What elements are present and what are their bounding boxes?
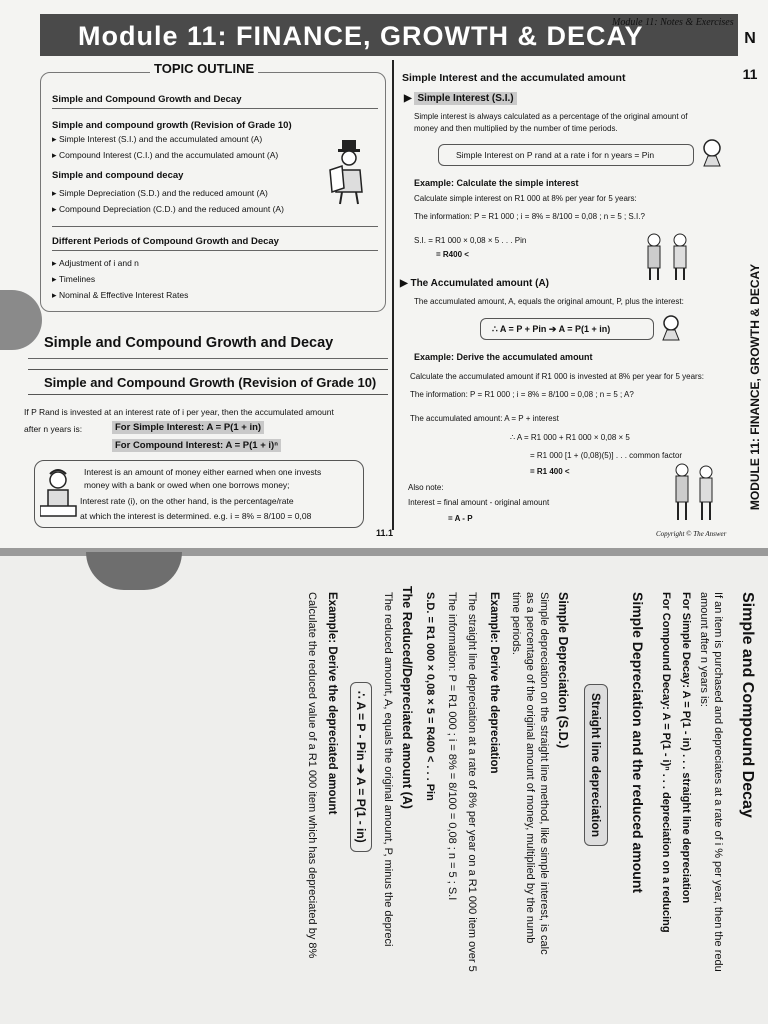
module-title: Module 11: FINANCE, GROWTH & DECAY: [40, 14, 738, 56]
outline-item: ▸ Timelines: [52, 274, 95, 285]
example2-line-3: = R1 000 [1 + (0,08)(5)] . . . common factor: [530, 451, 683, 460]
note-line-3: Interest rate (i), on the other hand, is the percentage/rate: [80, 496, 294, 506]
outline-item: ▸ Compound Interest (C.I.) and the accumulated amount (A): [52, 150, 278, 161]
divider: [52, 108, 378, 109]
simple-interest-formula-text: For Simple Interest: A = P(1 + in): [112, 421, 264, 434]
note-line-2: money with a bank or owed when one borrows money;: [84, 480, 290, 490]
example1-text: Calculate simple interest on R1 000 at 8% per year for 5 years:: [414, 194, 637, 203]
divider: [52, 250, 378, 251]
compound-decay-formula: For Compound Decay: A = P(1 - i)ⁿ . . . depreciation on a reducing: [660, 592, 672, 933]
also-note: Also note:: [408, 483, 444, 492]
outline-decay-head: Simple and compound decay: [52, 170, 184, 181]
example2-line-1: The accumulated amount: A = P + interest: [410, 414, 559, 423]
example4-title: Example: Derive the depreciated amount: [326, 592, 338, 815]
straight-line-badge: Straight line depreciation: [584, 684, 608, 846]
heading-growth-revision: Simple and Compound Growth (Revision of Grade 10): [28, 369, 388, 395]
si-text-2: money and then multiplied by the number of time periods.: [414, 124, 618, 133]
thinker-icon: [660, 314, 682, 342]
module-tag: Module 11: Notes & Exercises: [612, 17, 734, 28]
businessman-illustration: [328, 140, 372, 206]
side-tab-label: MODULE 11: FINANCE, GROWTH & DECAY: [748, 263, 762, 511]
simple-decay-formula: For Simple Decay: A = P(1 - in) . . . straight line depreciation: [680, 592, 692, 904]
example3-info: The information: P = R1 000 ; i = 8% = 8/100 = 0,08 ; n = 5 ; S.I: [446, 592, 458, 901]
note-line-1: Interest is an amount of money either earned when one invests: [84, 467, 322, 477]
outline-item: ▸ Compound Depreciation (C.D.) and the reduced amount (A): [52, 204, 284, 215]
reduced-text: The reduced amount, A, equals the original amount, P, minus the depreci: [382, 592, 394, 947]
example2-info: The information: P = R1 000 ; i = 8% = 8/100 = 0,08 ; n = 5 ; A?: [410, 390, 634, 399]
heading-growth-decay: Simple and Compound Growth and Decay: [44, 335, 334, 351]
outline-item: ▸ Simple Depreciation (S.D.) and the reduced amount (A): [52, 188, 268, 199]
reduced-formula-box: ∴ A = P - Pin ➔ A = P(1 - in): [350, 682, 372, 852]
example1-title: Example: Calculate the simple interest: [414, 178, 579, 188]
reduced-title: The Reduced/Depreciated amount (A): [400, 586, 414, 809]
divider: [28, 358, 388, 359]
outline-section-2: Different Periods of Compound Growth and Decay: [52, 236, 279, 247]
simple-interest-formula: [112, 422, 264, 433]
side-letter: N: [744, 30, 756, 47]
note-line-4: at which the interest is determined. e.g. i = 8% = 8/100 = 0,08: [80, 511, 312, 521]
two-people-illustration: [640, 232, 700, 282]
outline-growth-head: Simple and compound growth (Revision of Grade 10): [52, 120, 292, 131]
sd-text-1: Simple depreciation on the straight line method, like simple interest, is calc: [538, 592, 550, 955]
depreciation-subheading: Simple Depreciation and the reduced amount: [630, 592, 646, 894]
example1-calc: S.I. = R1 000 × 0,08 × 5 . . . Pin: [414, 236, 527, 245]
intro-line-2: after n years is:: [24, 424, 83, 434]
accumulated-formula-text: ∴ A = P + Pin ➔ A = P(1 + in): [492, 324, 611, 334]
sd-text-3: time periods.: [510, 592, 522, 655]
interest-definition: Interest = final amount - original amount: [408, 498, 550, 507]
topic-outline-title: TOPIC OUTLINE: [150, 61, 258, 76]
intro-line-1: If P Rand is invested at an interest rate of i per year, then the accumulated amount: [24, 407, 334, 417]
decay-intro-2: amount after n years is:: [698, 592, 710, 707]
compound-interest-formula: [112, 440, 281, 451]
example3-title: Example: Derive the depreciation: [488, 592, 500, 774]
accumulated-text: The accumulated amount, A, equals the original amount, P, plus the interest:: [414, 297, 684, 306]
si-title: ▶ Simple Interest (S.I.): [404, 93, 517, 104]
outline-item: ▸ Nominal & Effective Interest Rates: [52, 290, 188, 301]
example4-text-1: Calculate the reduced value of a R1 000 item which has depreciated by 8%: [306, 592, 318, 959]
page-number: 11.1: [376, 528, 394, 538]
two-people-illustration: [670, 462, 722, 524]
accumulated-title: ▶ The Accumulated amount (A): [400, 278, 549, 289]
si-title-text: Simple Interest (S.I.): [414, 92, 516, 105]
student-illustration: [40, 468, 78, 520]
page-divider: [392, 60, 394, 530]
compound-interest-formula-text: For Compound Interest: A = P(1 + i)ⁿ: [112, 439, 281, 452]
si-text-1: Simple interest is always calculated as a percentage of the original amount of: [414, 112, 688, 121]
copyright: Copyright © The Answer: [656, 530, 727, 538]
side-number: 11: [742, 66, 758, 82]
accumulated-title-text: The Accumulated amount (A): [410, 278, 549, 289]
example2-line-2: ∴ A = R1 000 + R1 000 × 0,08 × 5: [510, 433, 630, 442]
outline-section-1: Simple and Compound Growth and Decay: [52, 94, 242, 105]
example2-line-4: = R1 400 <: [530, 467, 570, 476]
divider: [52, 226, 378, 227]
thinker-icon: [700, 138, 724, 168]
side-tab: [740, 260, 766, 530]
outline-item: ▸ Simple Interest (S.I.) and the accumulated amount (A): [52, 134, 262, 145]
outline-item: ▸ Adjustment of i and n: [52, 258, 139, 269]
right-heading: Simple Interest and the accumulated amount: [402, 72, 626, 84]
interest-definition-2: = A - P: [448, 514, 473, 523]
decay-intro-1: If an item is purchased and depreciates at a rate of i % per year, then the redu: [712, 592, 724, 972]
example2-text: Calculate the accumulated amount if R1 000 is invested at 8% per year for 5 years:: [410, 372, 704, 381]
example2-title: Example: Derive the accumulated amount: [414, 352, 593, 362]
sd-text-2: as a percentage of the original amount of money, multiplied by the numb: [524, 592, 536, 944]
rotated-page-content: [0, 556, 768, 1024]
si-formula-text: Simple Interest on P rand at a rate i for n years = Pin: [456, 150, 655, 160]
decay-title: Simple and Compound Decay: [739, 592, 756, 818]
example3-calc: S.D. = R1 000 × 0,08 × 5 = R400 < . . . Pin: [424, 592, 436, 801]
example1-result: = R400 <: [436, 250, 469, 259]
sd-title: Simple Depreciation (S.D.): [556, 592, 570, 749]
example1-info: The information: P = R1 000 ; i = 8% = 8/100 = 0,08 ; n = 5 ; S.I.?: [414, 212, 645, 221]
example3-text: The straight line depreciation at a rate of 8% per year on a R1 000 item over 5: [466, 592, 478, 972]
